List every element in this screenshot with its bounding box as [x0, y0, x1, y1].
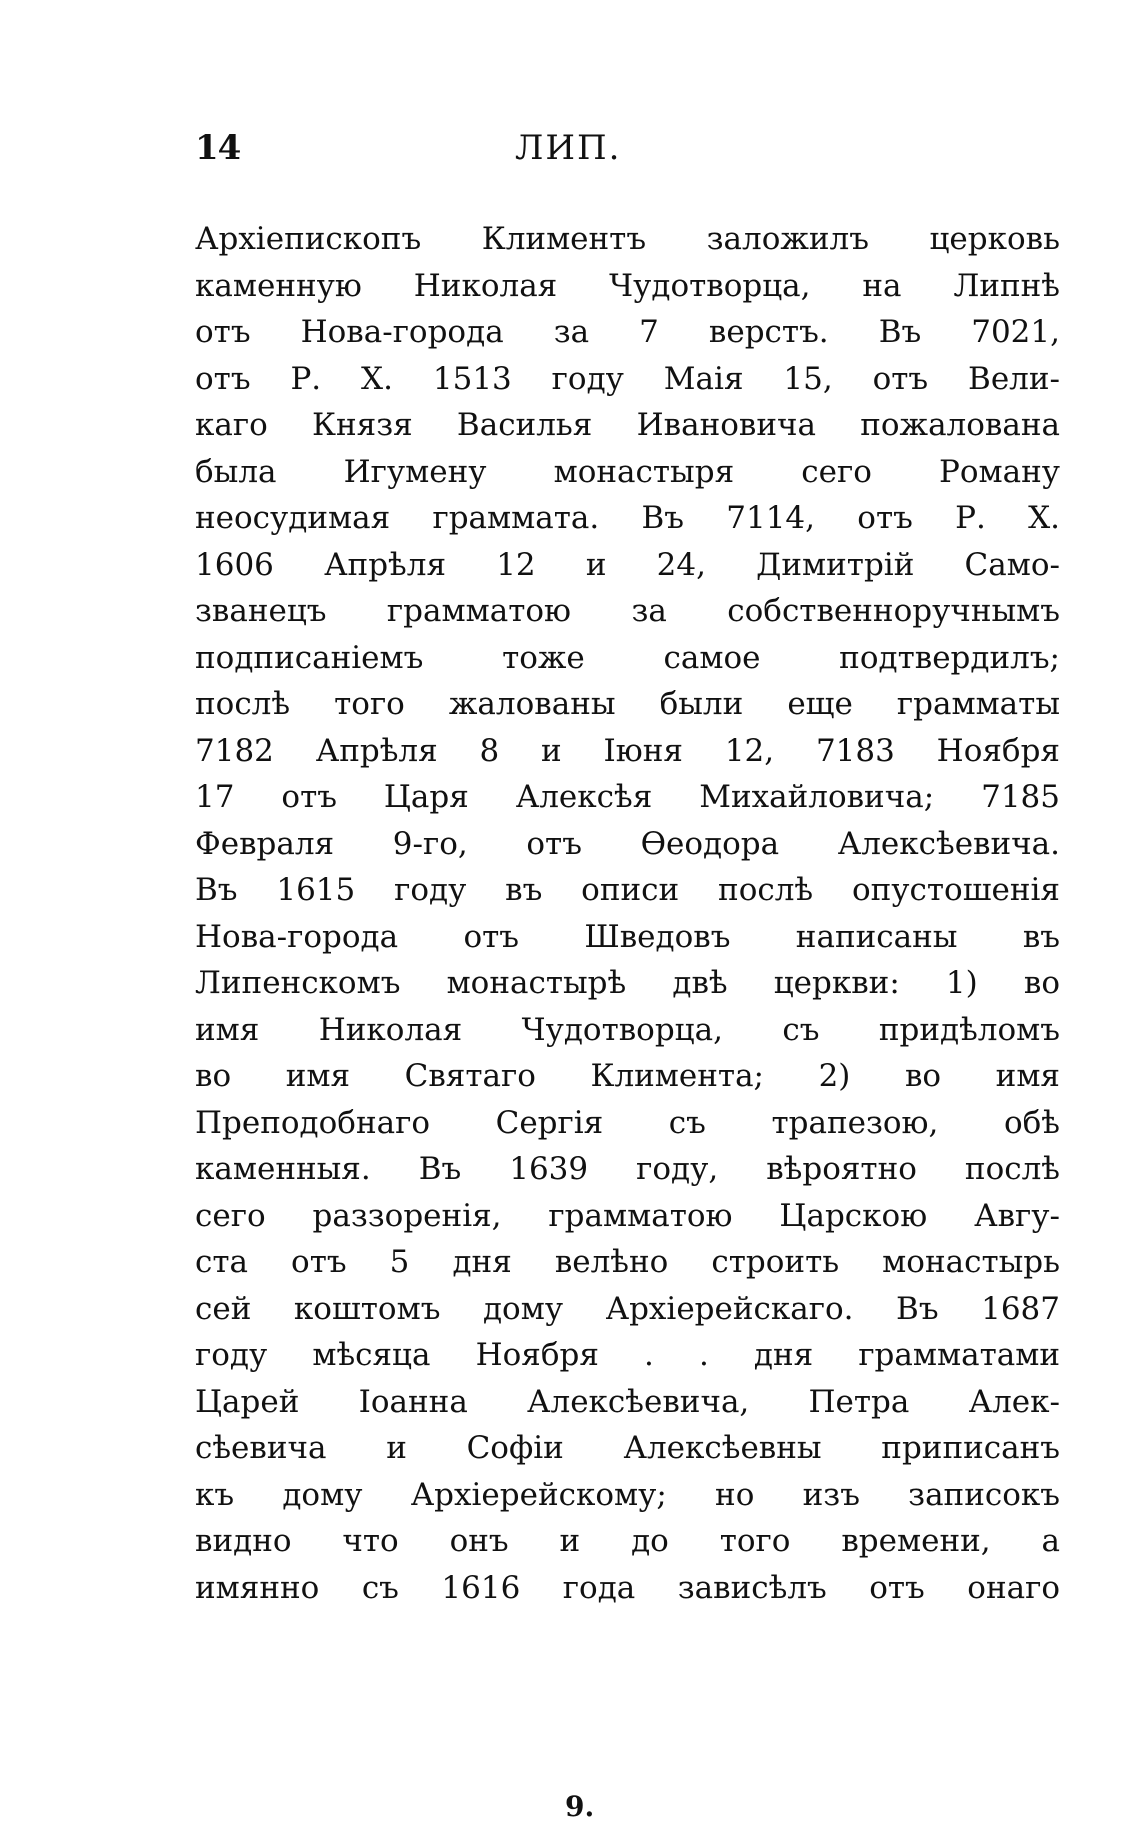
text-line: 1606 Апрѣля 12 и 24, Димитрій Само-: [195, 546, 1060, 583]
running-title: ЛИП.: [515, 128, 622, 168]
text-line: каго Князя Василья Ивановича пожалована: [195, 407, 1060, 443]
page-header: [195, 128, 1055, 178]
text-line: имя Николая Чудотворца, съ придѣломъ: [195, 1011, 1060, 1048]
text-line: Преподобнаго Сергія съ трапезою, обѣ: [195, 1104, 1060, 1141]
text-line: послѣ того жалованы были еще грамматы: [195, 686, 1060, 722]
text-line: отъ Р. Х. 1513 году Маія 15, отъ Вели-: [195, 360, 1060, 397]
text-line: каменную Николая Чудотворца, на Липнѣ: [195, 267, 1060, 304]
text-line: къ дому Архіерейскому; но изъ записокъ: [195, 1476, 1060, 1513]
text-line: Въ 1615 году въ описи послѣ опустошенія: [195, 872, 1060, 908]
text-line: Липенскомъ монастырѣ двѣ церкви: 1) во: [195, 965, 1060, 1001]
page-number: 14: [195, 128, 241, 168]
text-line: была Игумену монастыря сего Роману: [195, 453, 1060, 490]
text-line: сей коштомъ дому Архіерейскаго. Въ 1687: [195, 1290, 1060, 1327]
text-line: отъ Нова-города за 7 верстъ. Въ 7021,: [195, 314, 1060, 350]
text-line: видно что онъ и до того времени, а: [195, 1523, 1060, 1559]
text-line: Нова-города отъ Шведовъ написаны въ: [195, 918, 1060, 955]
text-line: ста отъ 5 дня велѣно строить монастырь: [195, 1244, 1060, 1280]
text-line: году мѣсяца Ноября . . дня грамматами: [195, 1337, 1060, 1373]
text-line: неосудимая граммата. Въ 7114, отъ Р. Х.: [195, 500, 1060, 536]
text-line: Февраля 9-го, отъ Ѳеодора Алексѣевича.: [195, 825, 1060, 862]
text-line: 17 отъ Царя Алексѣя Михайловича; 7185: [195, 779, 1060, 815]
text-line: каменныя. Въ 1639 году, вѣроятно послѣ: [195, 1151, 1060, 1187]
text-line: сѣевича и Софіи Алексѣевны приписанъ: [195, 1430, 1060, 1466]
text-line: во имя Святаго Климента; 2) во имя: [195, 1058, 1060, 1094]
text-line: имянно съ 1616 года зависѣлъ отъ онаго: [195, 1569, 1060, 1606]
text-line: 7182 Апрѣля 8 и Іюня 12, 7183 Ноября: [195, 732, 1060, 769]
text-line: Архіепископъ Климентъ заложилъ церковь: [195, 221, 1060, 257]
text-line: сего раззоренія, грамматою Царскою Авгу-: [195, 1197, 1060, 1234]
text-line: подписаніемъ тоже самое подтвердилъ;: [195, 639, 1060, 676]
signature-mark: 9.: [565, 1790, 595, 1823]
text-line: званецъ граммaтою за собственноручнымъ: [195, 593, 1060, 629]
body-text: [195, 216, 1060, 1611]
text-line: Царей Іоанна Алексѣевича, Петра Алек-: [195, 1383, 1060, 1420]
